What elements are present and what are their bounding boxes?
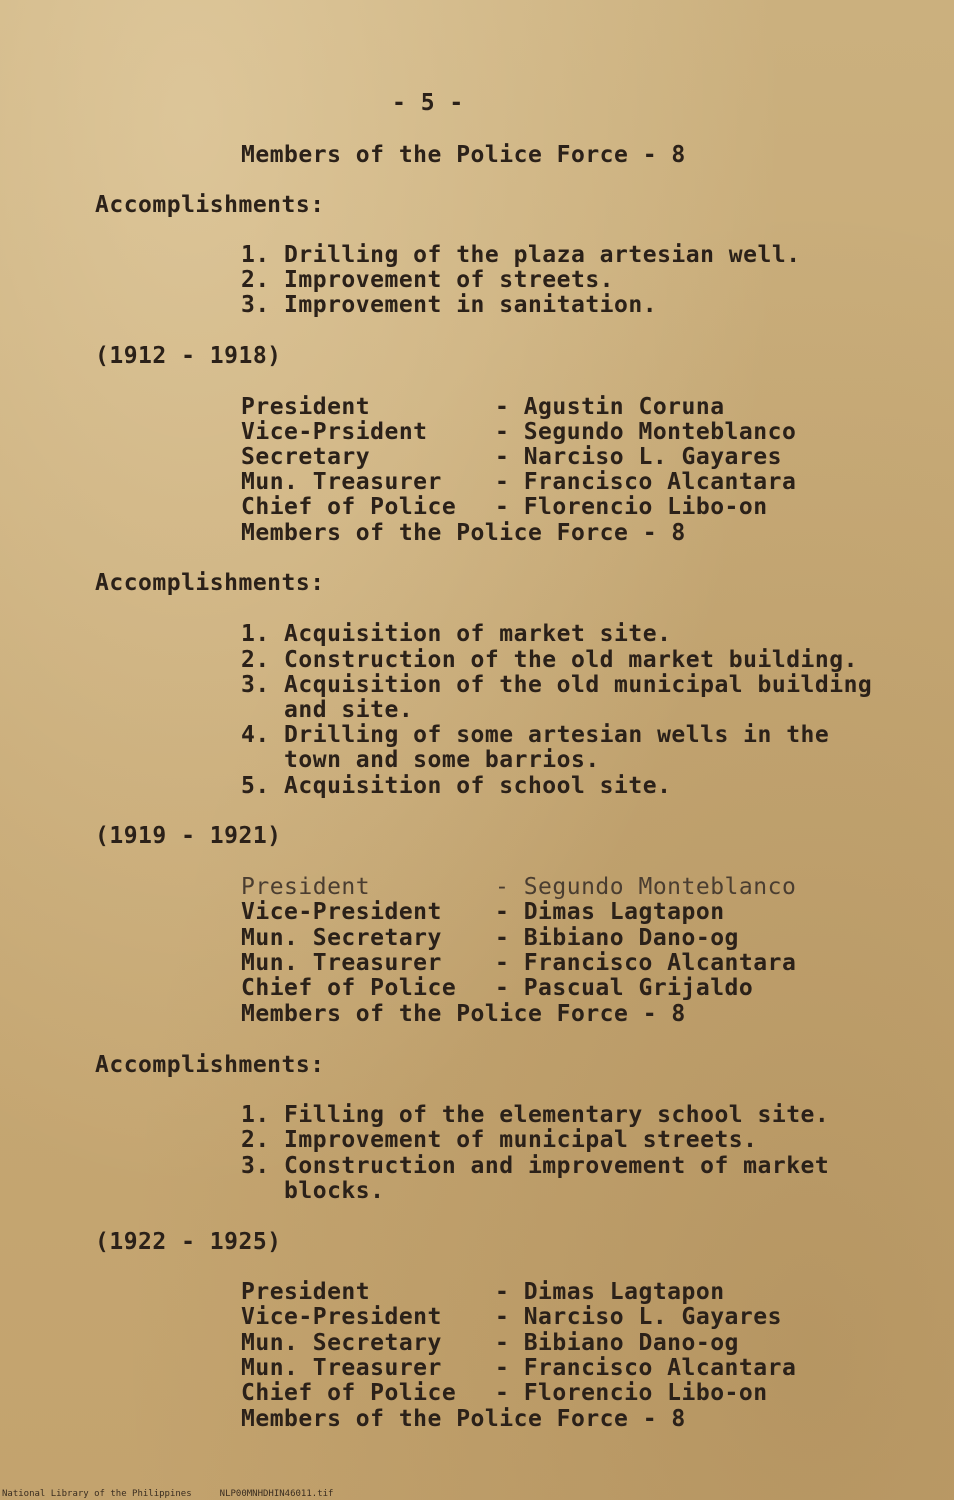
officer-name: - Dimas Lagtapon: [495, 1279, 725, 1305]
officer-title: Mun. Treasurer: [241, 469, 442, 495]
officer-title: Vice-Prsident: [241, 419, 428, 445]
list-item: 4. Drilling of some artesian wells in the: [241, 722, 830, 748]
list-item: blocks.: [241, 1178, 385, 1204]
officer-name: - Segundo Monteblanco: [495, 419, 797, 445]
list-item: 3. Construction and improvement of market: [241, 1153, 830, 1179]
term-years: (1919 - 1921): [95, 823, 282, 849]
officer-title: President: [241, 874, 371, 900]
accomplishments-heading: Accomplishments:: [95, 192, 325, 218]
officer-title: Vice-President: [241, 899, 442, 925]
officer-title: President: [241, 394, 371, 420]
list-item: 2. Improvement of municipal streets.: [241, 1127, 758, 1153]
list-item: 2. Improvement of streets.: [241, 267, 615, 293]
officer-name: - Bibiano Dano-og: [495, 1330, 739, 1356]
officer-name: - Florencio Libo-on: [495, 1380, 768, 1406]
officer-title: Chief of Police: [241, 1380, 457, 1406]
police-force-line: Members of the Police Force - 8: [241, 1406, 686, 1432]
accomplishments-heading: Accomplishments:: [95, 570, 325, 596]
officer-title: Chief of Police: [241, 975, 457, 1001]
officer-title: Vice-President: [241, 1304, 442, 1330]
officer-title: Mun. Treasurer: [241, 1355, 442, 1381]
officer-name: - Florencio Libo-on: [495, 494, 768, 520]
police-force-line: Members of the Police Force - 8: [241, 1001, 686, 1027]
police-force-line: Members of the Police Force - 8: [241, 142, 686, 168]
police-force-line: Members of the Police Force - 8: [241, 520, 686, 546]
officer-title: Chief of Police: [241, 494, 457, 520]
accomplishments-heading: Accomplishments:: [95, 1052, 325, 1078]
officer-name: - Francisco Alcantara: [495, 950, 797, 976]
list-item: 2. Construction of the old market building.: [241, 647, 858, 673]
list-item: 1. Filling of the elementary school site.: [241, 1102, 830, 1128]
officer-name: - Dimas Lagtapon: [495, 899, 725, 925]
list-item: 1. Acquisition of market site.: [241, 621, 672, 647]
list-item: and site.: [241, 697, 414, 723]
list-item: 5. Acquisition of school site.: [241, 773, 672, 799]
officer-name: - Agustin Coruna: [495, 394, 725, 420]
officer-title: Mun. Secretary: [241, 1330, 442, 1356]
term-years: (1922 - 1925): [95, 1229, 282, 1255]
officer-name: - Narciso L. Gayares: [495, 1304, 782, 1330]
list-item: 1. Drilling of the plaza artesian well.: [241, 242, 801, 268]
term-years: (1912 - 1918): [95, 343, 282, 369]
officer-name: - Bibiano Dano-og: [495, 925, 739, 951]
officer-title: Mun. Secretary: [241, 925, 442, 951]
officer-title: President: [241, 1279, 371, 1305]
officer-name: - Narciso L. Gayares: [495, 444, 782, 470]
archive-footer: [2, 1489, 361, 1499]
officer-name: - Pascual Grijaldo: [495, 975, 754, 1001]
officer-title: Mun. Treasurer: [241, 950, 442, 976]
list-item: 3. Acquisition of the old municipal building: [241, 672, 873, 698]
officer-name: - Segundo Monteblanco: [495, 874, 797, 900]
officer-name: - Francisco Alcantara: [495, 469, 797, 495]
list-item: 3. Improvement in sanitation.: [241, 292, 658, 318]
officer-title: Secretary: [241, 444, 371, 470]
page-number: - 5 -: [392, 90, 464, 116]
list-item: town and some barrios.: [241, 747, 600, 773]
footer-file: NLP00MNHDHIN46011.tif: [219, 1489, 334, 1499]
officer-name: - Francisco Alcantara: [495, 1355, 797, 1381]
footer-library: National Library of the Philippines: [2, 1489, 192, 1499]
